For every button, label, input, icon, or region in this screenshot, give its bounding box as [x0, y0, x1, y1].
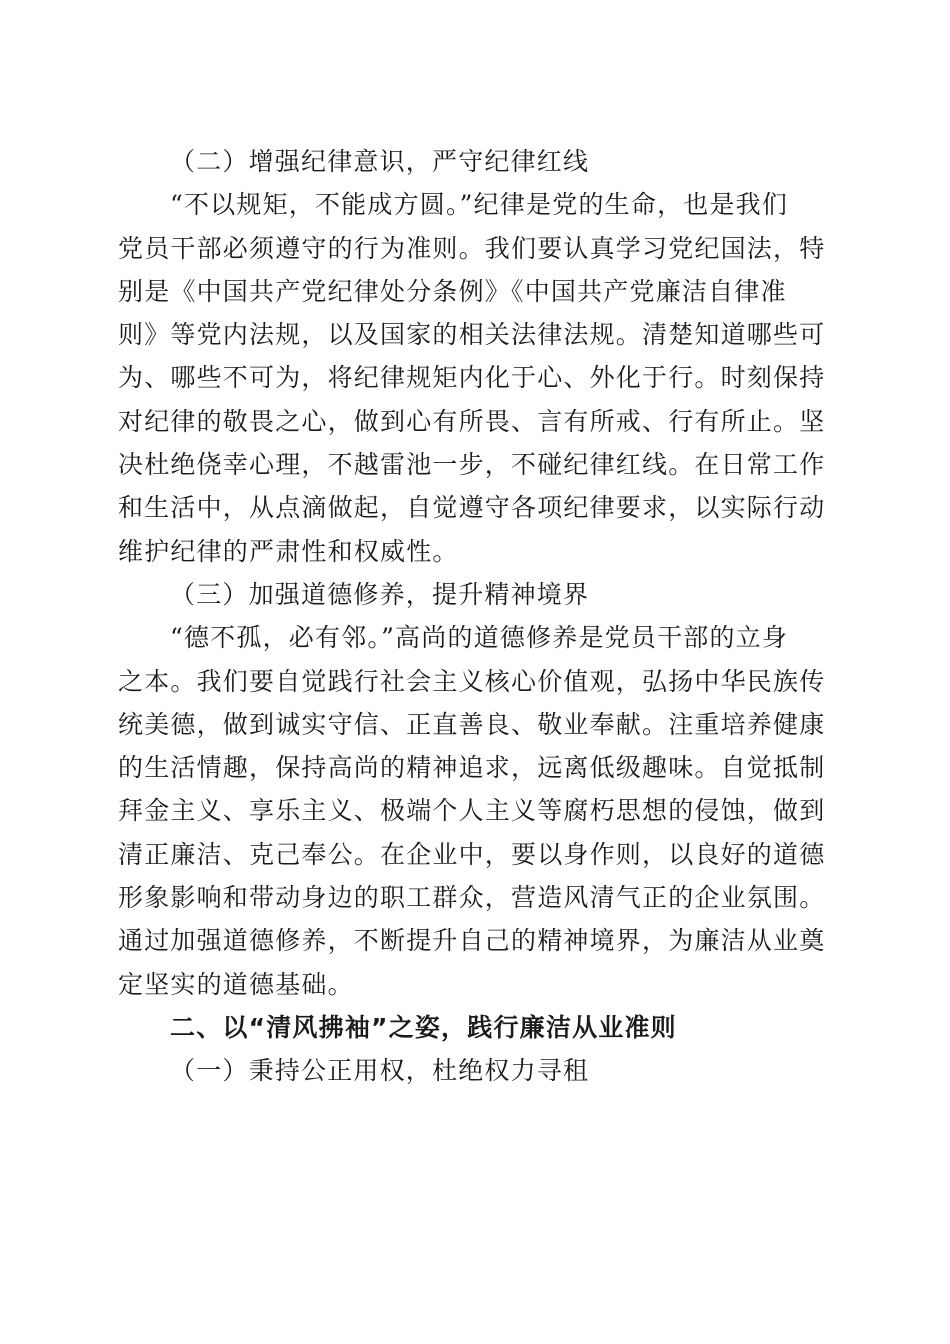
paragraph-line: 拜金主义、享乐主义、极端个人主义等腐朽思想的侵蚀，做到	[118, 796, 826, 826]
section-heading-power: （一）秉持公正用权，杜绝权力寻租	[170, 1056, 590, 1086]
paragraph-line: “德不孤，必有邻。”高尚的道德修养是党员干部的立身	[170, 623, 789, 653]
paragraph-line: 形象影响和带动身边的职工群众，营造风清气正的企业氛围。	[118, 883, 826, 913]
section-heading-morality: （三）加强道德修养，提升精神境界	[170, 579, 590, 609]
paragraph-line: 决杜绝侥幸心理，不越雷池一步，不碰纪律红线。在日常工作	[118, 450, 826, 480]
paragraph-line: 别是《中国共产党纪律处分条例》《中国共产党廉洁自律准	[118, 276, 787, 306]
paragraph-line: 和生活中，从点滴做起，自觉遵守各项纪律要求，以实际行动	[118, 493, 826, 523]
paragraph-line: 的生活情趣，保持高尚的精神追求，远离低级趣味。自觉抵制	[118, 753, 826, 783]
paragraph-line: 清正廉洁、克己奉公。在企业中，要以身作则，以良好的道德	[118, 839, 826, 869]
document-body	[118, 140, 830, 1093]
paragraph-line: 则》等党内法规，以及国家的相关法律法规。清楚知道哪些可	[118, 320, 826, 350]
paragraph-line: 党员干部必须遵守的行为准则。我们要认真学习党纪国法，特	[118, 233, 826, 263]
paragraph-line: “不以规矩，不能成方圆。”纪律是党的生命，也是我们	[170, 190, 789, 220]
section-heading-discipline: （二）增强纪律意识，严守纪律红线	[170, 147, 590, 176]
paragraph-line: 通过加强道德修养，不断提升自己的精神境界，为廉洁从业奠	[118, 926, 826, 956]
chapter-heading: 二、以“清风拂袖”之姿，践行廉洁从业准则	[170, 1012, 677, 1042]
paragraph-line: 对纪律的敬畏之心，做到心有所畏、言有所戒、行有所止。坚	[118, 406, 826, 436]
paragraph-line: 定坚实的道德基础。	[118, 969, 354, 999]
paragraph-line: 统美德，做到诚实守信、正直善良、敬业奉献。注重培养健康	[118, 709, 826, 739]
paragraph-line: 之本。我们要自觉践行社会主义核心价值观，弘扬中华民族传	[118, 666, 826, 696]
paragraph-line: 维护纪律的严肃性和权威性。	[118, 536, 459, 566]
paragraph-line: 为、哪些不可为，将纪律规矩内化于心、外化于行。时刻保持	[118, 363, 826, 393]
